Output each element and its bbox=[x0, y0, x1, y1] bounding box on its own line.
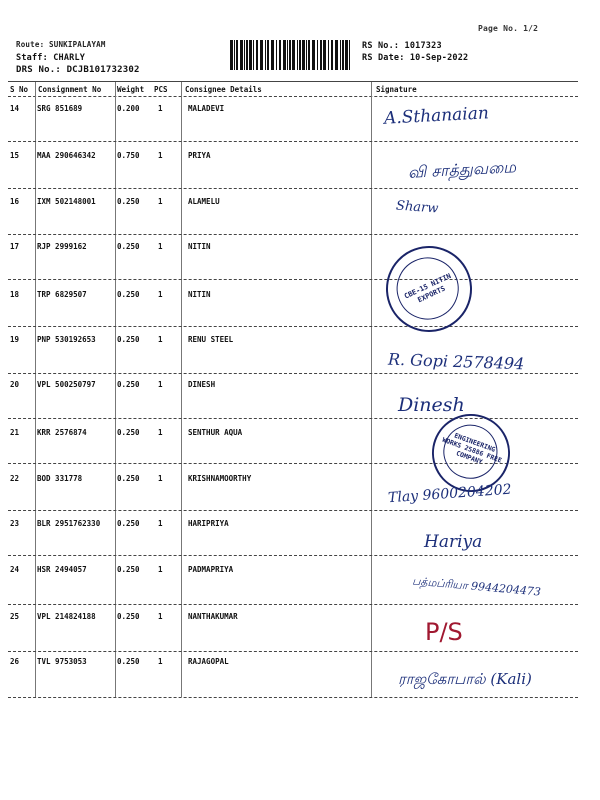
row-sno: 26 bbox=[10, 657, 20, 666]
row-weight: 0.250 bbox=[117, 565, 140, 574]
page-number: Page No. 1/2 bbox=[478, 24, 539, 33]
row-consignment: TRP 6829507 bbox=[37, 290, 87, 299]
row-consignee: DINESH bbox=[188, 380, 216, 389]
row-consignment: PNP 530192653 bbox=[37, 335, 96, 344]
col-consignment: Consignment No bbox=[38, 85, 102, 94]
row-pcs: 1 bbox=[158, 428, 163, 437]
row-consignee: NANTHAKUMAR bbox=[188, 612, 238, 621]
rs-number: RS No.: 1017323 bbox=[362, 41, 442, 51]
row-consignment: RJP 2999162 bbox=[37, 242, 87, 251]
drs-number: DRS No.: DCJB101732302 bbox=[16, 65, 140, 75]
row-consignment: TVL 9753053 bbox=[37, 657, 87, 666]
signature-handwriting: பத்மப்ரியா 9944204473 bbox=[411, 574, 542, 599]
row-sno: 17 bbox=[10, 242, 20, 251]
row-pcs: 1 bbox=[158, 290, 163, 299]
signature-handwriting: R. Gopi 2578494 bbox=[387, 349, 525, 374]
row-sno: 18 bbox=[10, 290, 20, 299]
signature-handwriting: Hariya bbox=[424, 532, 483, 552]
row-consignment: HSR 2494057 bbox=[37, 565, 87, 574]
row-sno: 14 bbox=[10, 104, 20, 113]
row-consignment: BOD 331778 bbox=[37, 474, 83, 483]
row-divider bbox=[8, 604, 578, 605]
row-consignee: RAJAGOPAL bbox=[188, 657, 229, 666]
col-sno: S No bbox=[10, 85, 29, 94]
row-consignee: NITIN bbox=[188, 242, 211, 251]
row-divider bbox=[8, 418, 578, 419]
table-top-rule bbox=[8, 81, 578, 82]
row-sno: 16 bbox=[10, 197, 20, 206]
staff-label: Staff: CHARLY bbox=[16, 53, 86, 63]
row-weight: 0.250 bbox=[117, 242, 140, 251]
row-consignee: PADMAPRIYA bbox=[188, 565, 234, 574]
rs-date: RS Date: 10-Sep-2022 bbox=[362, 53, 469, 63]
row-divider bbox=[8, 555, 578, 556]
row-pcs: 1 bbox=[158, 335, 163, 344]
col-consignee: Consignee Details bbox=[185, 85, 262, 94]
signature-handwriting: ராஜகோபால் (Kali) bbox=[398, 670, 532, 688]
row-consignee: KRISHNAMOORTHY bbox=[188, 474, 252, 483]
row-consignee: HARIPRIYA bbox=[188, 519, 229, 528]
row-weight: 0.200 bbox=[117, 104, 140, 113]
row-pcs: 1 bbox=[158, 242, 163, 251]
row-consignment: MAA 290646342 bbox=[37, 151, 96, 160]
row-divider bbox=[8, 326, 578, 327]
stamp-text: CBE-15 NITIN EXPORTS bbox=[403, 271, 453, 305]
row-weight: 0.250 bbox=[117, 380, 140, 389]
row-consignee: PRIYA bbox=[188, 151, 211, 160]
row-consignee: ALAMELU bbox=[188, 197, 220, 206]
row-pcs: 1 bbox=[158, 380, 163, 389]
row-sno: 21 bbox=[10, 428, 20, 437]
row-divider bbox=[8, 697, 578, 698]
row-sno: 23 bbox=[10, 519, 20, 528]
row-consignee: SENTHUR AQUA bbox=[188, 428, 243, 437]
row-divider bbox=[8, 279, 578, 280]
route-label: Route: SUNKIPALAYAM bbox=[16, 40, 106, 49]
company-stamp bbox=[372, 232, 486, 346]
row-divider bbox=[8, 234, 578, 235]
stamp-text: ENGINEERING WORKS 25886 FREE COMPANY bbox=[441, 431, 503, 467]
barcode bbox=[230, 40, 354, 70]
row-consignee: NITIN bbox=[188, 290, 211, 299]
row-pcs: 1 bbox=[158, 104, 163, 113]
signature-handwriting: P/S bbox=[425, 618, 463, 646]
row-sno: 24 bbox=[10, 565, 20, 574]
row-sno: 15 bbox=[10, 151, 20, 160]
header-bottom-rule bbox=[8, 96, 578, 97]
signature-handwriting: Dinesh bbox=[398, 394, 465, 416]
row-pcs: 1 bbox=[158, 519, 163, 528]
row-divider bbox=[8, 188, 578, 189]
row-weight: 0.250 bbox=[117, 428, 140, 437]
signature-handwriting: Sharw bbox=[395, 198, 439, 217]
row-pcs: 1 bbox=[158, 657, 163, 666]
signature-handwriting: A.Sthanaian bbox=[383, 103, 490, 129]
row-pcs: 1 bbox=[158, 474, 163, 483]
col-weight: Weight bbox=[117, 85, 145, 94]
row-weight: 0.250 bbox=[117, 612, 140, 621]
row-consignee: MALADEVI bbox=[188, 104, 225, 113]
row-sno: 25 bbox=[10, 612, 20, 621]
row-sno: 20 bbox=[10, 380, 20, 389]
row-sno: 19 bbox=[10, 335, 20, 344]
row-weight: 0.250 bbox=[117, 519, 140, 528]
signature-handwriting: Tlay 9600204202 bbox=[387, 481, 513, 507]
row-pcs: 1 bbox=[158, 565, 163, 574]
row-weight: 0.250 bbox=[117, 335, 140, 344]
row-divider bbox=[8, 141, 578, 142]
row-consignment: KRR 2576874 bbox=[37, 428, 87, 437]
row-pcs: 1 bbox=[158, 197, 163, 206]
signature-handwriting: வி சாத்துவமை bbox=[407, 157, 517, 182]
row-consignment: VPL 500250797 bbox=[37, 380, 96, 389]
row-divider bbox=[8, 510, 578, 511]
row-weight: 0.250 bbox=[117, 197, 140, 206]
row-sno: 22 bbox=[10, 474, 20, 483]
row-consignment: VPL 214824188 bbox=[37, 612, 96, 621]
row-weight: 0.250 bbox=[117, 657, 140, 666]
row-weight: 0.250 bbox=[117, 290, 140, 299]
row-pcs: 1 bbox=[158, 612, 163, 621]
col-signature: Signature bbox=[376, 85, 417, 94]
row-consignment: BLR 2951762330 bbox=[37, 519, 101, 528]
col-pcs: PCS bbox=[154, 85, 168, 94]
row-consignment: IXM 502148001 bbox=[37, 197, 96, 206]
row-divider bbox=[8, 651, 578, 652]
row-consignee: RENU STEEL bbox=[188, 335, 234, 344]
row-divider bbox=[8, 373, 578, 374]
row-weight: 0.250 bbox=[117, 474, 140, 483]
row-consignment: SRG 851689 bbox=[37, 104, 83, 113]
row-weight: 0.750 bbox=[117, 151, 140, 160]
row-pcs: 1 bbox=[158, 151, 163, 160]
